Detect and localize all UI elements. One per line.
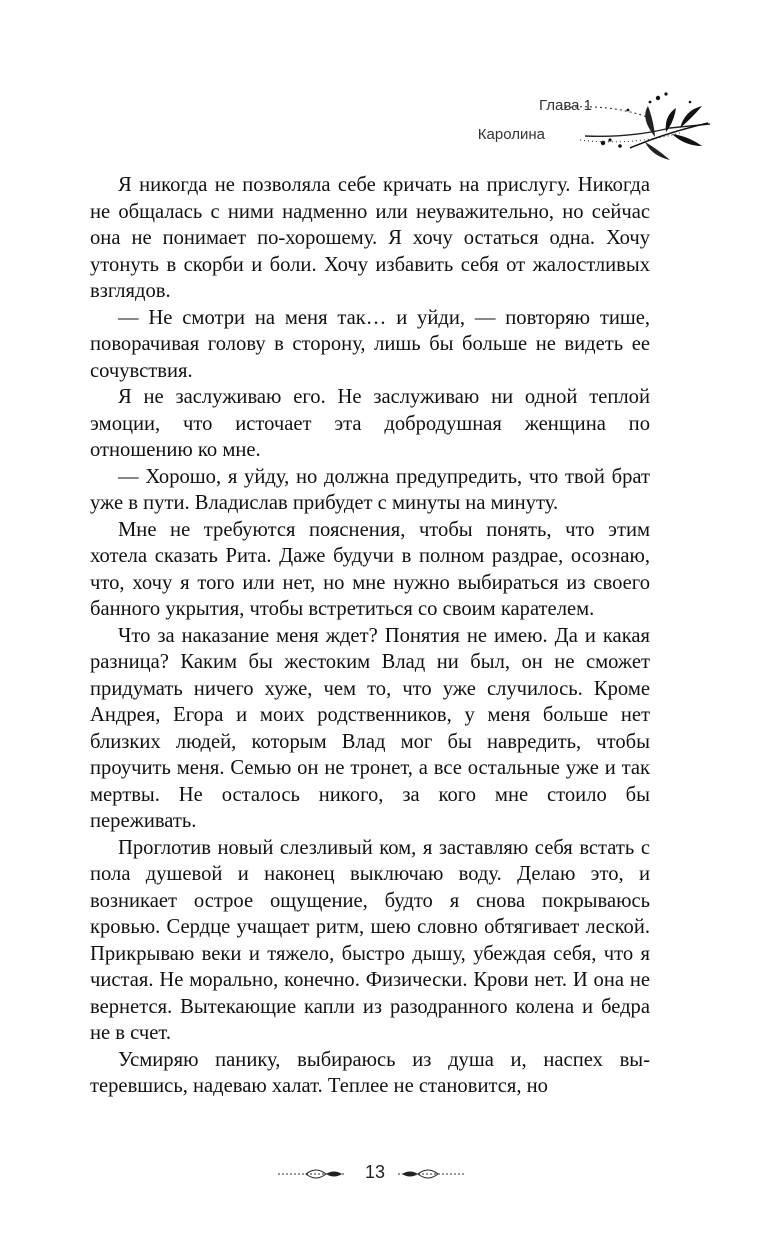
- paragraph: — Не смотри на меня так… и уйди, — повторяю тише, поворачивая голову в сторону, лишь бы больше не видеть ее сочувствия.: [90, 306, 650, 382]
- paragraph: Что за наказание меня ждет? Понятия не имею. Да и какая разница? Каким бы жестоким Влад ни был, он не сможет придумать ничего хуже, чем то, что уже случилось. Кроме Андрея, Егора и моих родственников, у меня больше нет близких людей, которым Влад мог бы навредить, чтобы проучить меня. Семью он не тронет, а все остальные уже и так мертвы. Не осталось никого, за кого мне стоило бы переживать.: [90, 624, 650, 832]
- flourish-icon: [276, 1166, 352, 1182]
- page-footer: [0, 1158, 768, 1188]
- running-header: [477, 88, 710, 168]
- paragraph: Я никогда не позволяла себе кричать на прислугу. Никогда не общалась с ними надменно или неуважительно, но сейчас она не понимает по-хорошему. Я хочу остаться одна. Хочу утонуть в скорби и боли. Хочу избавить себя от жалостливых взглядов.: [90, 174, 650, 302]
- flourish-icon: [392, 1166, 468, 1182]
- paragraph: Усмиряю панику, выбираюсь из душа и, наспех вытеревшись, надеваю халат. Теплее не становится, но: [90, 1048, 650, 1097]
- paragraph: — Хорошо, я уйду, но должна предупредить, что твой брат уже в пути. Владислав прибудет с минуты на минуту.: [90, 465, 650, 514]
- paragraph: Мне не требуются пояснения, чтобы понять, что этим хотела сказать Рита. Даже будучи в полном раздрае, осознаю, что, хочу я того или нет, но мне нужно выбираться из своего банного укрытия, чтобы встретиться со своим карателем.: [90, 518, 650, 620]
- chapter-label: Глава 1: [538, 97, 592, 114]
- body-text: [90, 172, 650, 1100]
- paragraph: Я не заслуживаю его. Не заслуживаю ни одной теплой эмоции, что источает эта добродушная женщина по отношению ко мне.: [90, 386, 650, 461]
- chapter-name: Каролина: [477, 126, 545, 143]
- page-number: 13: [364, 1162, 386, 1182]
- paragraph: Проглотив новый слезливый ком, я заставляю себя встать с пола душевой и наконец выключаю воду. Делаю это, и возникает острое ощущение, будто я снова покрываюсь кровью. Сердце учащает ритм, шею словно обтягивает леской. Прикрываю веки и тяжело, быстро дышу, убеждая себя, что я чистая. Не морально, конечно. Физически. Крови нет. И она не вернется. Вытекающие капли из разодранного колена и бедра не в счет.: [90, 836, 650, 1044]
- floral-branch-icon: [477, 88, 710, 168]
